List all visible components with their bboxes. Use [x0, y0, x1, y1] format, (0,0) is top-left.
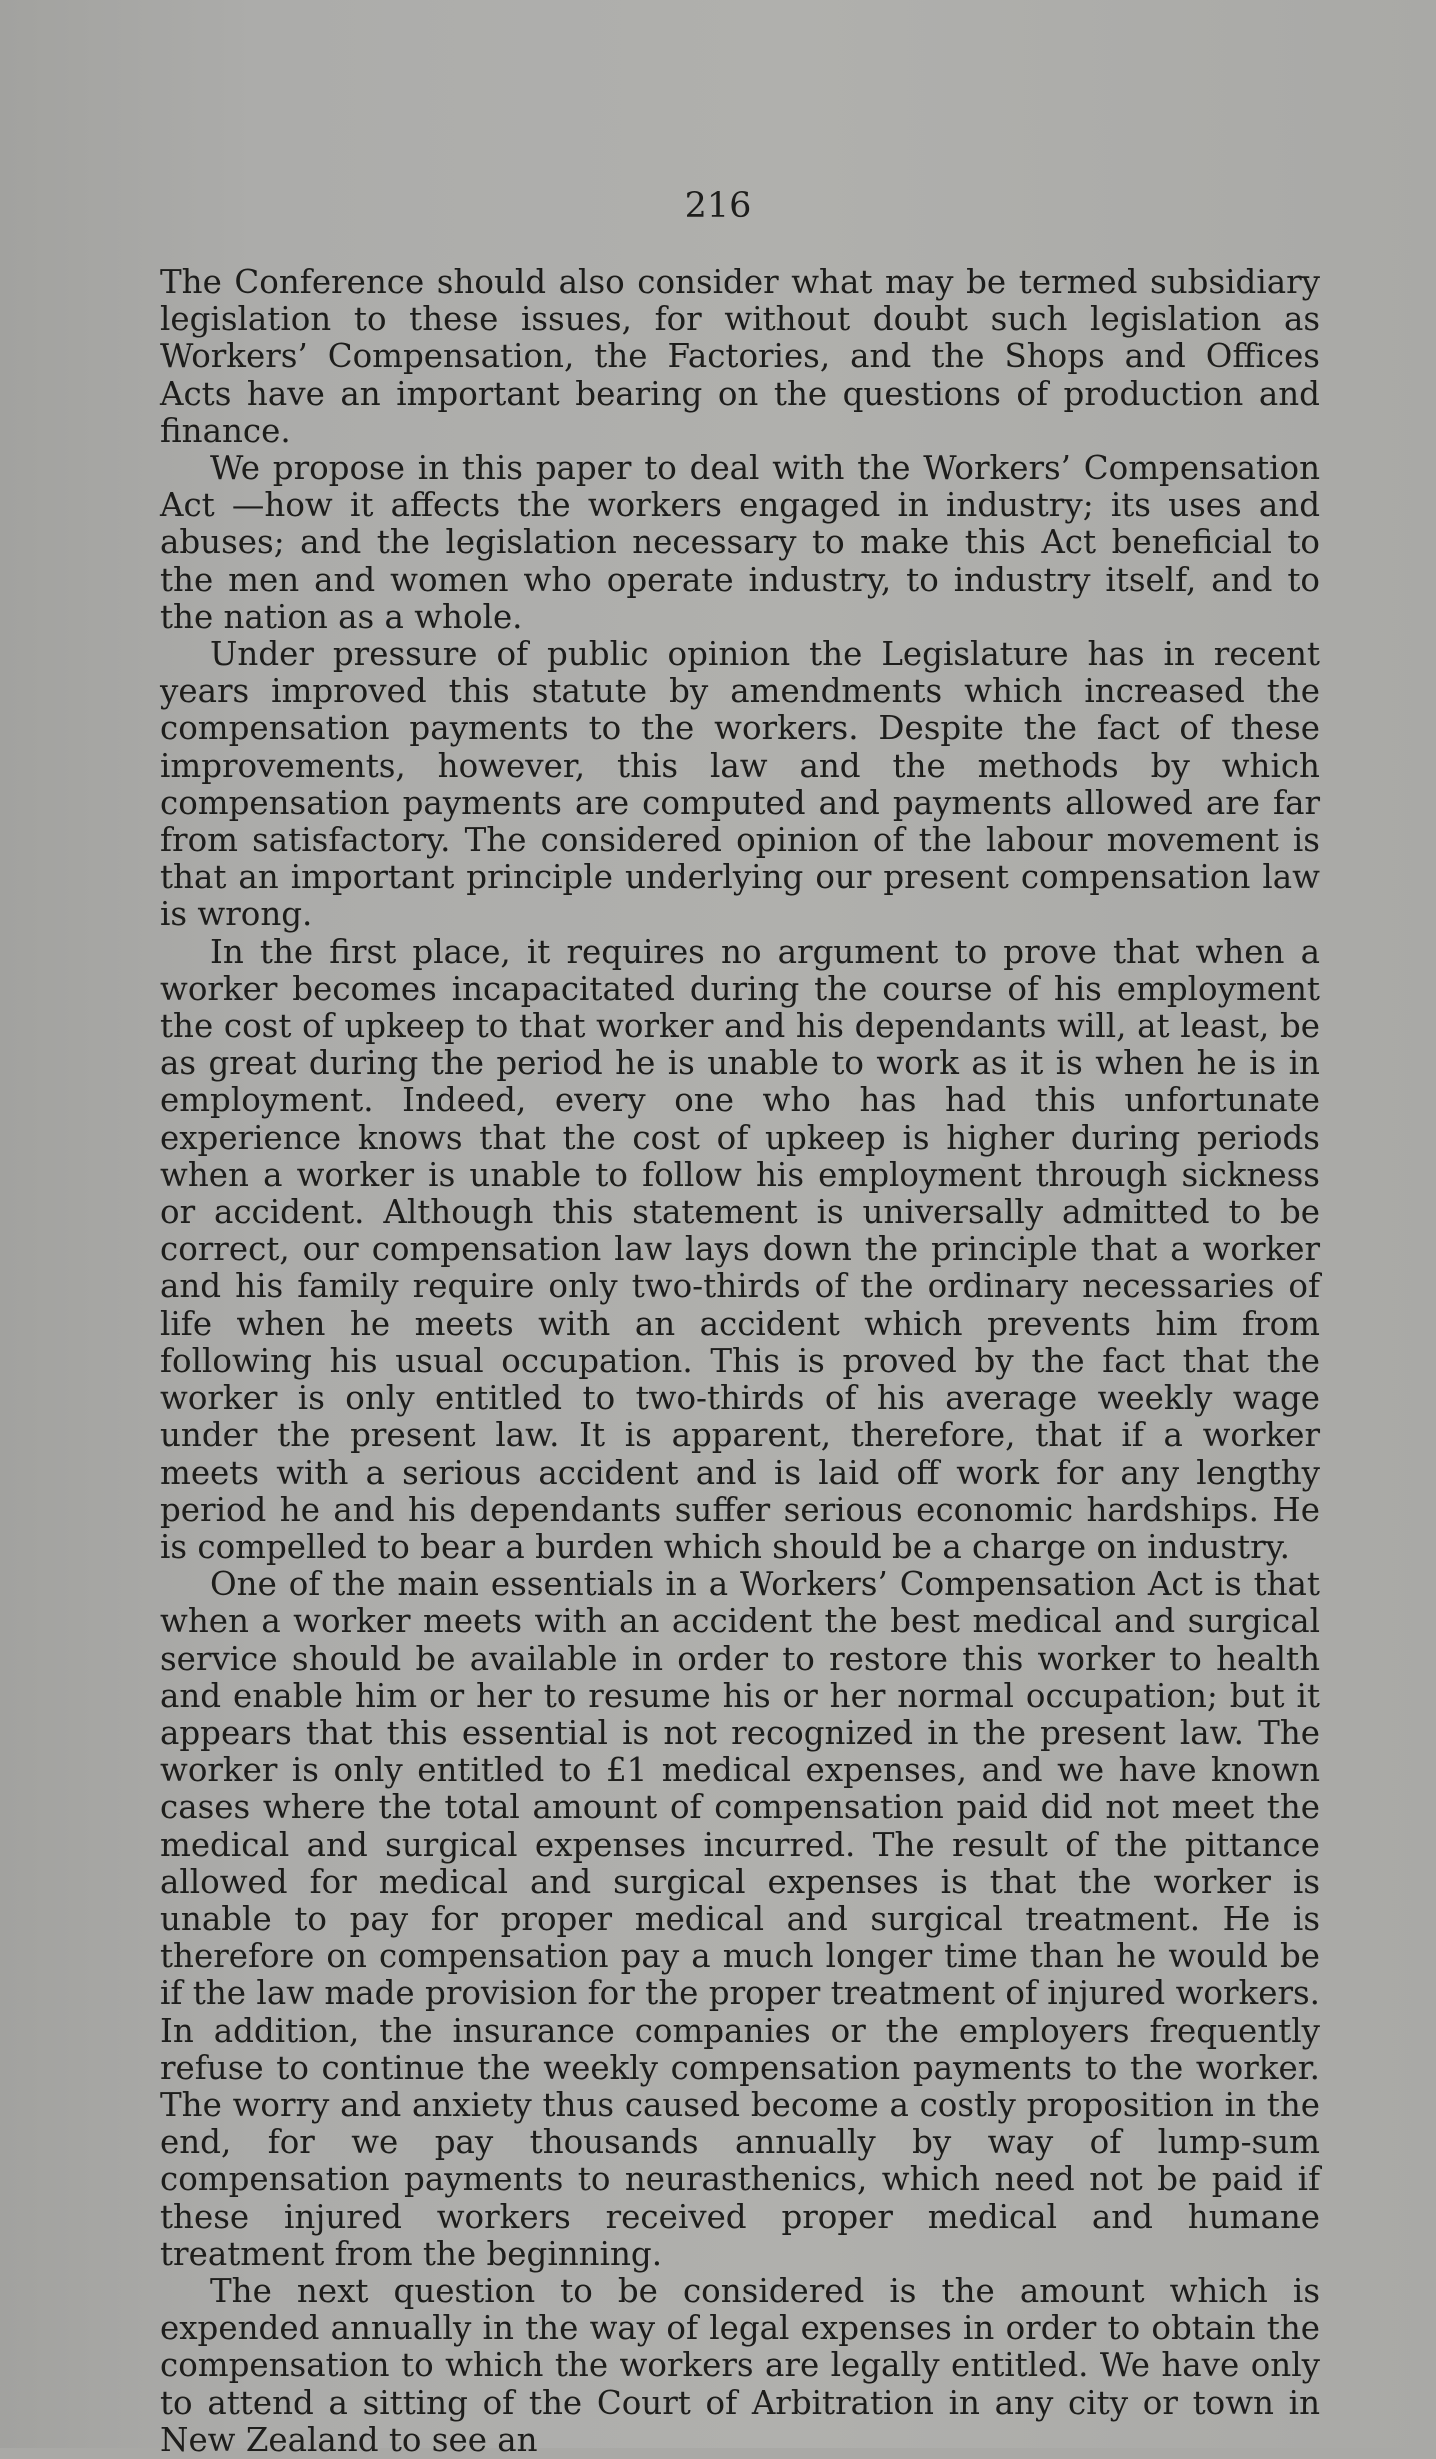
paragraph-5: One of the main essentials in a Workers’ Compensation Act is that when a worker meets with an accident the best medical and surgical service should be available in order to restore this worker to health and enable him or her to resume his or her normal occupation; but it appears that this essential is not recognized in the present law. The worker is only entitled to £1 medical expenses, and we have known cases where the total amount of compensation paid did not meet the medical and surgical expenses incurred. The result of the pittance allowed for medical and surgical expenses is that the worker is unable to pay for proper medical and surgical treatment. He is therefore on compensation pay a much longer time than he would be if the law made provision for the proper treatment of injured workers. In addition, the insurance companies or the employers frequently refuse to continue the weekly compensation payments to the worker. The worry and anxiety thus caused become a costly proposition in the end, for we pay thousands annually by way of lump-sum compensation payments to neurasthenics, which need not be paid if these injured workers received proper medical and humane treatment from the beginning.: [160, 1565, 1320, 2273]
paragraph-6: The next question to be considered is the amount which is expended annually in the way of legal expenses in order to obtain the compensation to which the workers are legally entitled. We have only to attend a sitting of the Court of Arbitration in any city or town in New Zealand to see an: [160, 2271, 1320, 2459]
paragraph-3: Under pressure of public opinion the Legislature has in recent years improved this statute by amendments which increased the compensation payments to the workers. Despite the fact of these improvements, however, this law and the methods by which compensation payments are computed and payments allowed are far from satisfactory. The considered opinion of the labour movement is that an important principle underlying our present compensation law is wrong.: [160, 635, 1320, 934]
paragraph-2: We propose in this paper to deal with the Workers’ Compensation Act —how it affects the workers engaged in industry; its uses and abuses; and the legislation necessary to make this Act beneficial to the men and women who operate industry, to industry itself, and to the nation as a whole.: [160, 449, 1320, 636]
paragraph-4: In the first place, it requires no argument to prove that when a worker becomes incapacitated during the course of his employment the cost of upkeep to that worker and his dependants will, at least, be as great during the period he is unable to work as it is when he is in employment. Indeed, every one who has had this unfortunate experience knows that the cost of upkeep is higher during periods when a worker is unable to follow his employment through sickness or accident. Although this statement is universally admitted to be correct, our compensation law lays down the principle that a worker and his family require only two-thirds of the ordinary necessaries of life when he meets with an accident which prevents him from following his usual occupation. This is proved by the fact that the worker is only entitled to two-thirds of his average weekly wage under the present law. It is apparent, therefore, that if a worker meets with a serious accident and is laid off work for any lengthy period he and his dependants suffer serious economic hardships. He is compelled to bear a burden which should be a charge on industry.: [160, 932, 1320, 1566]
paragraph-1: The Conference should also consider what may be termed subsidiary legislation to these issues, for without doubt such legislation as Workers’ Compensation, the Factories, and the Shops and Offices Acts have an important bearing on the questions of production and finance.: [160, 263, 1320, 450]
page-number: 216: [684, 186, 752, 226]
body-text: [160, 264, 1320, 2459]
